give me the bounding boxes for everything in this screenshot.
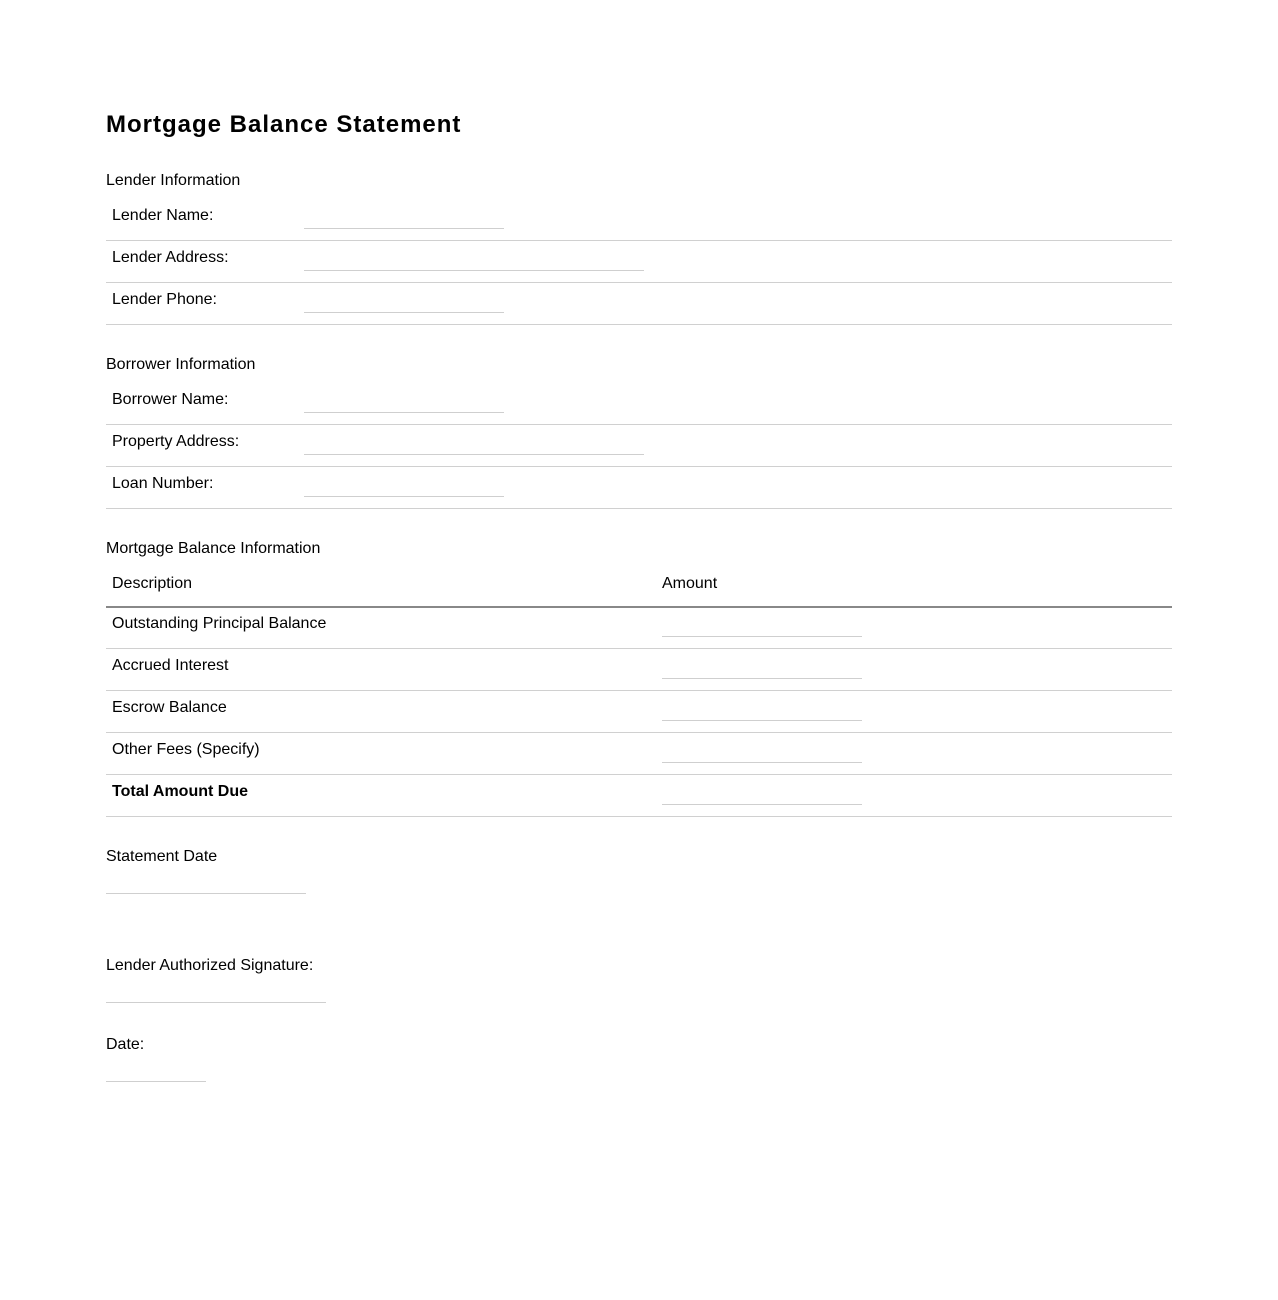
table-row: [106, 606, 1172, 649]
borrower-name-label: Borrower Name:: [112, 391, 229, 408]
statement-date-field[interactable]: [106, 893, 306, 894]
total-label: Total Amount Due: [112, 783, 248, 800]
table-row: [106, 648, 1172, 691]
column-header-description: Description: [112, 575, 193, 592]
property-address-row: [106, 424, 1172, 467]
lender-name-row: [106, 198, 1172, 241]
amount-field[interactable]: [662, 762, 862, 763]
row-description: Escrow Balance: [112, 699, 227, 716]
column-header-amount: Amount: [662, 575, 718, 592]
page-title: Mortgage Balance Statement: [106, 111, 462, 138]
lender-address-row: [106, 240, 1172, 283]
borrower-name-row: [106, 382, 1172, 425]
table-row: [106, 690, 1172, 733]
lender-name-field[interactable]: [304, 228, 504, 229]
lender-phone-row: [106, 282, 1172, 325]
amount-field[interactable]: [662, 720, 862, 721]
balance-section-heading: Mortgage Balance Information: [106, 540, 321, 557]
lender-section-heading: Lender Information: [106, 172, 241, 189]
total-amount-field[interactable]: [662, 804, 862, 805]
lender-phone-field[interactable]: [304, 312, 504, 313]
lender-address-field[interactable]: [304, 270, 644, 271]
loan-number-row: [106, 466, 1172, 509]
borrower-name-field[interactable]: [304, 412, 504, 413]
loan-number-label: Loan Number:: [112, 475, 214, 492]
lender-address-label: Lender Address:: [112, 249, 229, 266]
total-row: [106, 774, 1172, 817]
borrower-section-heading: Borrower Information: [106, 356, 256, 373]
property-address-field[interactable]: [304, 454, 644, 455]
date-label: Date:: [106, 1036, 145, 1053]
date-field[interactable]: [106, 1081, 206, 1082]
table-row: [106, 732, 1172, 775]
amount-field[interactable]: [662, 636, 862, 637]
row-description: Other Fees (Specify): [112, 741, 260, 758]
statement-date-label: Statement Date: [106, 848, 218, 865]
row-description: Outstanding Principal Balance: [112, 615, 327, 632]
signature-label: Lender Authorized Signature:: [106, 957, 314, 974]
loan-number-field[interactable]: [304, 496, 504, 497]
signature-field[interactable]: [106, 1002, 326, 1003]
lender-phone-label: Lender Phone:: [112, 291, 217, 308]
property-address-label: Property Address:: [112, 433, 240, 450]
amount-field[interactable]: [662, 678, 862, 679]
row-description: Accrued Interest: [112, 657, 229, 674]
lender-name-label: Lender Name:: [112, 207, 214, 224]
balance-table-header: [106, 562, 1172, 608]
